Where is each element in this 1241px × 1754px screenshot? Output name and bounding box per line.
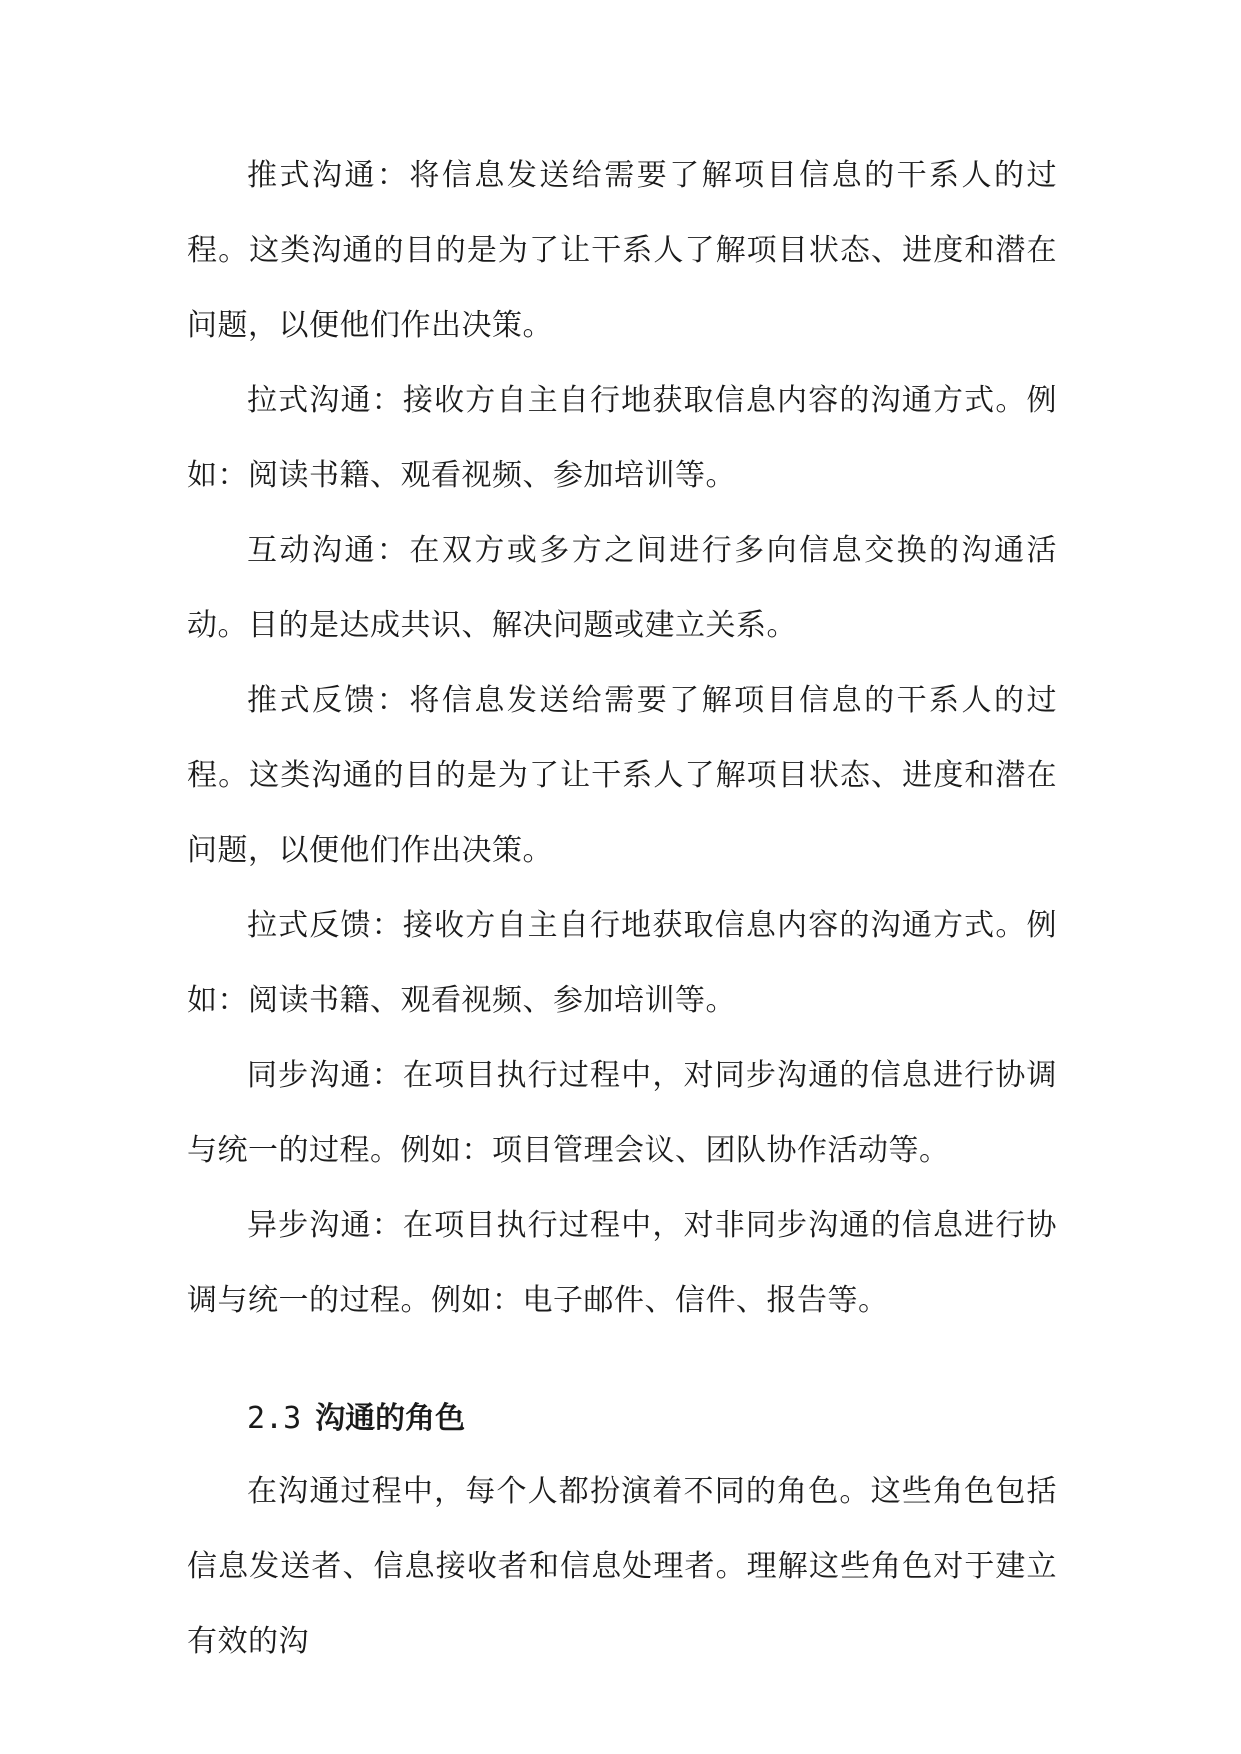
paragraph-asynchronous-communication: 异步沟通：在项目执行过程中，对非同步沟通的信息进行协调与统一的过程。例如：电子邮件、信件、报告等。 (187, 1208, 1057, 1318)
paragraph-push-communication: 推式沟通：将信息发送给需要了解项目信息的干系人的过程。这类沟通的目的是为了让干系人了解项目状态、进度和潜在问题，以便他们作出决策。 (187, 158, 1057, 343)
paragraph-push-feedback: 推式反馈：将信息发送给需要了解项目信息的干系人的过程。这类沟通的目的是为了让干系人了解项目状态、进度和潜在问题，以便他们作出决策。 (187, 683, 1057, 868)
paragraph-synchronous-communication: 同步沟通：在项目执行过程中，对同步沟通的信息进行协调与统一的过程。例如：项目管理会议、团队协作活动等。 (187, 1058, 1057, 1168)
page-content (187, 138, 1057, 1679)
section-number: 2.3 (247, 1401, 302, 1436)
section-title: 沟通的角色 (315, 1401, 466, 1436)
paragraph-pull-feedback: 拉式反馈：接收方自主自行地获取信息内容的沟通方式。例如：阅读书籍、观看视频、参加培训等。 (187, 908, 1057, 1018)
paragraph-communication-roles: 在沟通过程中，每个人都扮演着不同的角色。这些角色包括信息发送者、信息接收者和信息处理者。理解这些角色对于建立有效的沟 (187, 1474, 1057, 1659)
paragraph-interactive-communication: 互动沟通：在双方或多方之间进行多向信息交换的沟通活动。目的是达成共识、解决问题或建立关系。 (187, 533, 1057, 643)
paragraph-pull-communication: 拉式沟通：接收方自主自行地获取信息内容的沟通方式。例如：阅读书籍、观看视频、参加培训等。 (187, 383, 1057, 493)
section-heading (187, 1384, 1057, 1454)
